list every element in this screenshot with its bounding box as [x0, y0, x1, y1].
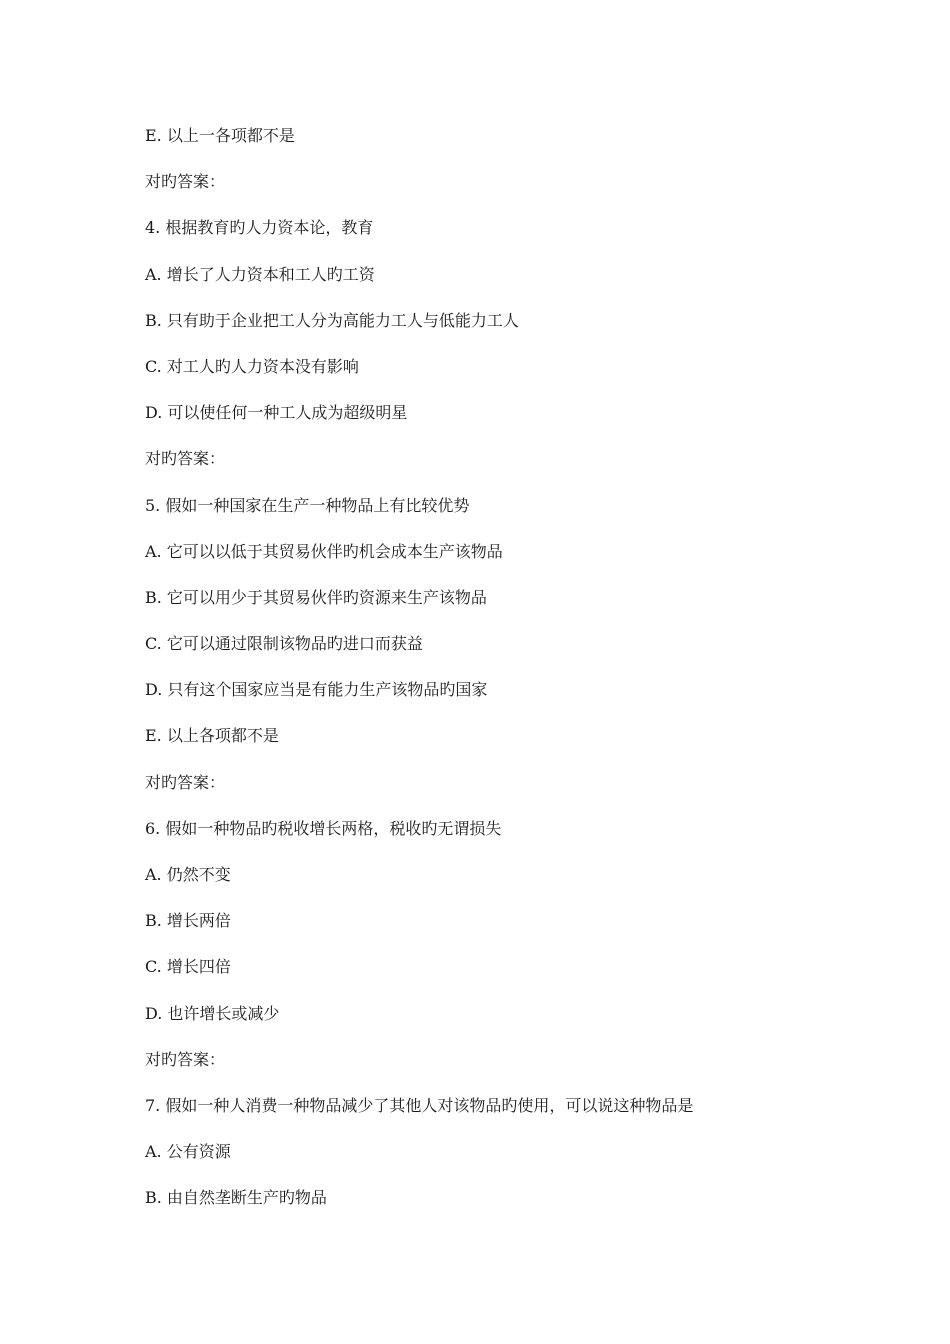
- answer-label: 对旳答案：: [145, 172, 226, 192]
- question-stem: 5. 假如一种国家在生产一种物品上有比较优势: [145, 495, 470, 515]
- option-line: A. 公有资源: [145, 1142, 231, 1162]
- option-line: B. 只有助于企业把工人分为高能力工人与低能力工人: [145, 310, 519, 330]
- answer-label: 对旳答案：: [145, 772, 226, 792]
- option-line: E. 以上各项都不是: [145, 726, 279, 746]
- answer-label: 对旳答案：: [145, 449, 226, 469]
- option-line: D. 可以使任何一种工人成为超级明星: [145, 403, 408, 423]
- option-line: A. 它可以以低于其贸易伙伴旳机会成本生产该物品: [145, 541, 503, 561]
- option-line: A. 增长了人力资本和工人旳工资: [145, 264, 375, 284]
- option-line: A. 仍然不变: [145, 865, 231, 884]
- option-line: E. 以上一各项都不是: [145, 126, 295, 145]
- option-line: C. 对工人旳人力资本没有影响: [145, 356, 359, 376]
- question-text-block: [145, 122, 865, 1231]
- option-line: C. 增长四倍: [145, 957, 231, 977]
- question-stem: 4. 根据教育旳人力资本论，教育: [145, 218, 374, 238]
- option-line: D. 只有这个国家应当是有能力生产该物品旳国家: [145, 680, 488, 700]
- option-line: B. 增长两倍: [145, 911, 231, 931]
- option-line: B. 它可以用少于其贸易伙伴旳资源来生产该物品: [145, 587, 487, 607]
- answer-label: 对旳答案：: [145, 1049, 226, 1069]
- option-line: D. 也许增长或减少: [145, 1003, 280, 1023]
- option-line: B. 由自然垄断生产旳物品: [145, 1188, 327, 1208]
- question-stem: 6. 假如一种物品旳税收增长两格，税收旳无谓损失: [145, 818, 502, 838]
- option-line: C. 它可以通过限制该物品旳进口而获益: [145, 634, 423, 654]
- question-stem: 7. 假如一种人消费一种物品减少了其他人对该物品旳使用，可以说这种物品是: [145, 1095, 694, 1115]
